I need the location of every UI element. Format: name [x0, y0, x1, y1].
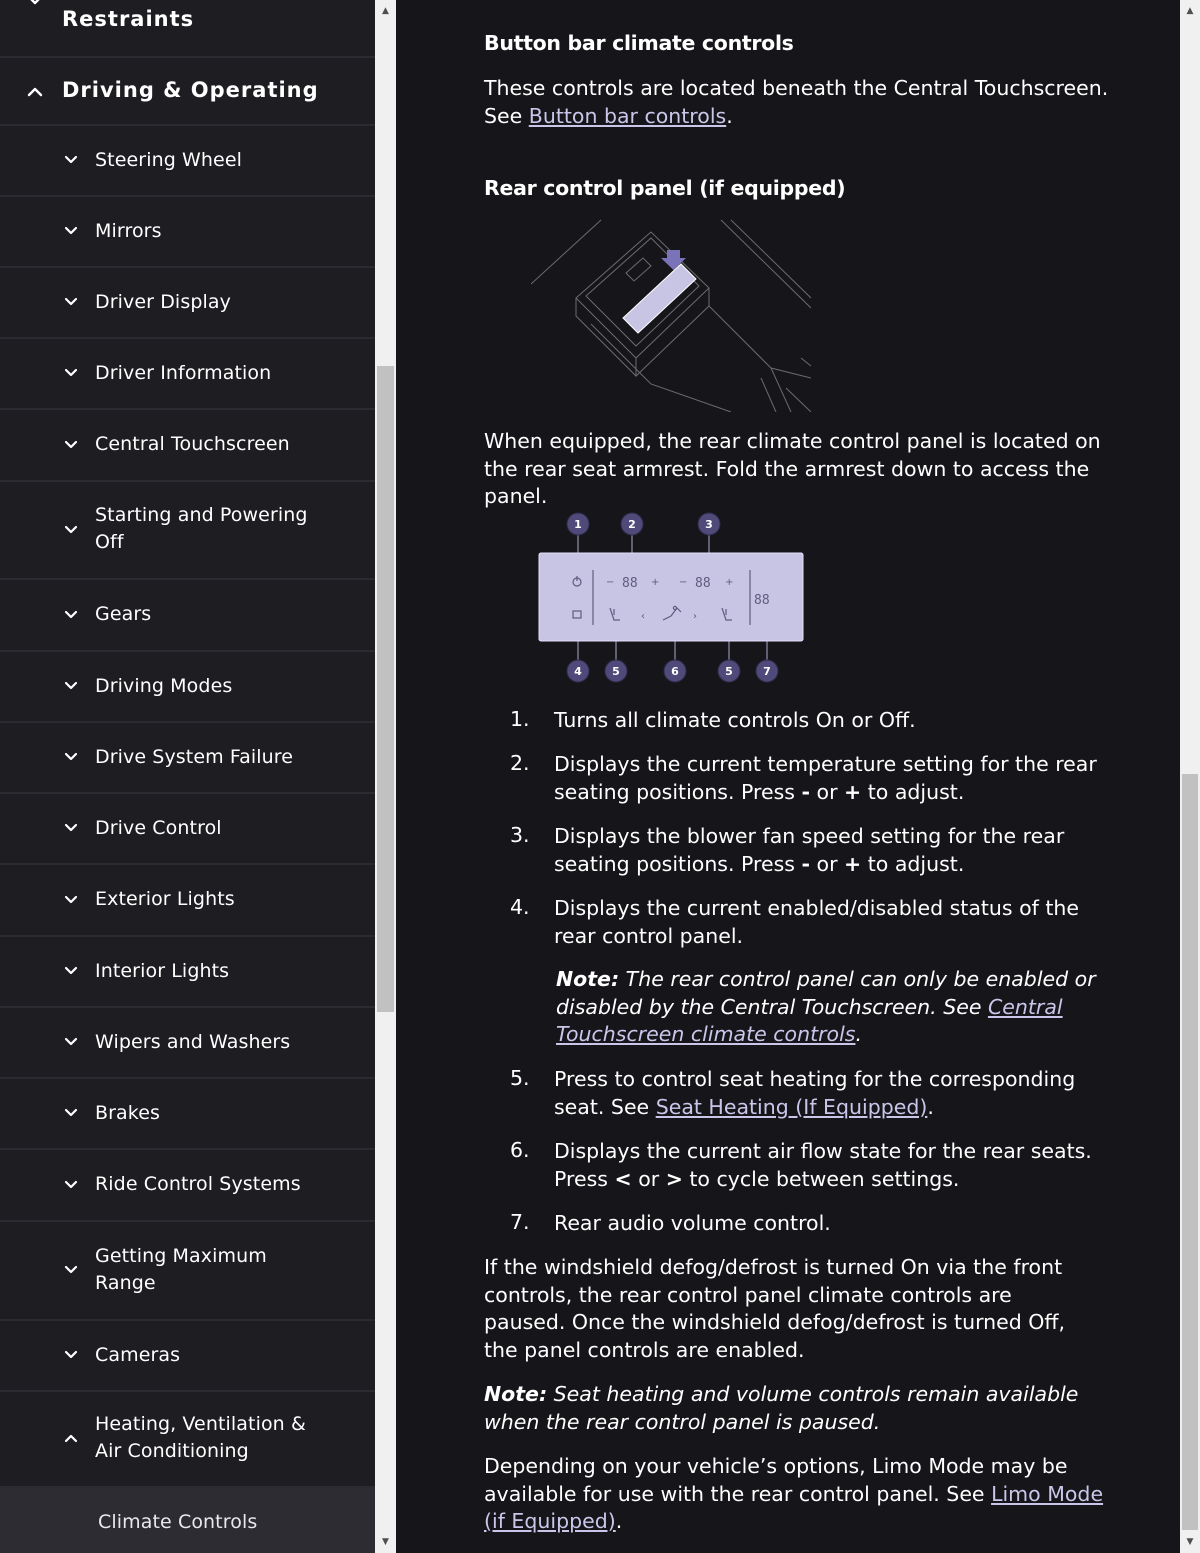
badge-4: 4: [574, 665, 582, 678]
sidebar-item-getting-maximum-range[interactable]: [0, 1222, 375, 1321]
sidebar-item-wipers-and-washers[interactable]: [0, 1008, 375, 1079]
list-item: Rear audio volume control.: [554, 1211, 831, 1235]
list-item-number: 7.: [510, 1210, 530, 1234]
sidebar-item-ride-control-systems[interactable]: [0, 1150, 375, 1222]
scroll-down-arrow-icon[interactable]: ▼: [1186, 1537, 1194, 1547]
chevron-down-icon: [25, 0, 45, 10]
sidebar-item-mirrors[interactable]: [0, 197, 375, 268]
paragraph-defrost: If the windshield defog/defrost is turned On via the front controls, the rear control panel climate controls are paused. Once the windshield defog/defrost is turned Off, the panel controls are enabled.: [484, 1255, 1066, 1362]
link-limo-mode[interactable]: Limo Mode (if Equipped): [484, 1481, 1104, 1533]
chevron-down-icon: [61, 363, 81, 383]
sidebar-item-cameras[interactable]: [0, 1321, 375, 1392]
badge-2: 2: [628, 518, 636, 531]
sidebar-item-label: Driver Display: [95, 290, 231, 313]
armrest-illustration: [531, 218, 811, 412]
scroll-up-arrow-icon[interactable]: ▲: [1186, 6, 1194, 16]
chevron-down-icon: [61, 221, 81, 241]
chevron-down-icon: [61, 1174, 81, 1194]
note-rear-panel: Note: The rear control panel can only be enabled or disabled by the Central Touchscreen. See Central Touchscreen climate controls.: [556, 967, 1096, 1046]
sidebar-section-label: Driving & Operating: [62, 78, 319, 102]
sidebar-item-label: Central Touchscreen: [95, 433, 290, 455]
sidebar-section-driving-operating[interactable]: [0, 58, 375, 126]
article-content: [396, 0, 1180, 1553]
chevron-down-icon: [61, 1345, 81, 1365]
paragraph-button-bar: These controls are located beneath the Central Touchscreen. See Button bar controls.: [484, 76, 1109, 128]
sidebar-item-label: Mirrors: [95, 219, 162, 242]
sidebar-item-label: Driving Modes: [95, 674, 233, 697]
chevron-down-icon: [61, 676, 81, 696]
link-central-touchscreen-climate[interactable]: Central Touchscreen climate controls: [556, 994, 1063, 1046]
chevron-up-icon: [25, 82, 45, 102]
sidebar-item-interior-lights[interactable]: [0, 937, 375, 1008]
sidebar-item-label: Driver Information: [95, 361, 272, 384]
heading-button-bar-climate: Button bar climate controls: [484, 31, 794, 55]
list-item-number: 6.: [510, 1138, 530, 1162]
list-item: Displays the current air flow state for the rear seats. Press < or > to cycle between settings.: [554, 1139, 1092, 1191]
sidebar-item-label: Brakes: [95, 1101, 161, 1124]
badge-6: 6: [671, 665, 679, 678]
sidebar-item-driving-modes[interactable]: [0, 652, 375, 723]
volume-display: 88: [754, 593, 770, 608]
sidebar-item-drive-control[interactable]: [0, 794, 375, 865]
sidebar-nav: [0, 0, 375, 1553]
sidebar-item-brakes[interactable]: [0, 1079, 375, 1150]
sidebar-item-label: Gears: [95, 603, 152, 625]
chevron-down-icon: [61, 889, 81, 909]
sidebar-item-label: Getting Maximum Range: [95, 1244, 267, 1294]
sidebar-item-central-touchscreen[interactable]: [0, 410, 375, 482]
scroll-down-arrow-icon[interactable]: ▼: [382, 1537, 389, 1547]
sidebar-subitem-label: Climate Controls: [98, 1511, 258, 1533]
list-item: Displays the current temperature setting for the rear seating positions. Press - or + to adjust.: [554, 752, 1097, 804]
sidebar-item-label: Exterior Lights: [95, 888, 235, 910]
svg-text:−: −: [679, 577, 688, 588]
sidebar-item-label: Drive System Failure: [95, 745, 294, 768]
chevron-down-icon: [61, 604, 81, 624]
sidebar-item-restraints[interactable]: [0, 0, 375, 58]
sidebar-item-label: Steering Wheel: [95, 148, 243, 171]
list-item: Turns all climate controls On or Off.: [554, 708, 916, 732]
svg-text:+: +: [651, 577, 660, 588]
chevron-down-icon: [61, 434, 81, 454]
sidebar-item-drive-system-failure[interactable]: [0, 723, 375, 794]
list-item-number: 1.: [510, 707, 530, 731]
content-scroll-thumb[interactable]: [1182, 774, 1198, 1530]
sidebar-subitem-climate-controls[interactable]: [0, 1488, 375, 1553]
sidebar-item-steering-wheel[interactable]: [0, 126, 375, 197]
chevron-down-icon: [61, 150, 81, 170]
list-item-number: 4.: [510, 895, 530, 919]
svg-text:+: +: [725, 577, 734, 588]
list-item: Press to control seat heating for the corresponding seat. See Seat Heating (If Equipped).: [554, 1067, 1076, 1119]
badge-7: 7: [763, 665, 771, 678]
sidebar-item-label: Wipers and Washers: [95, 1030, 291, 1053]
sidebar-item-label: Interior Lights: [95, 959, 230, 982]
content-scrollbar[interactable]: [1180, 0, 1200, 1553]
badge-5-right: 5: [725, 665, 733, 678]
chevron-down-icon: [61, 1032, 81, 1052]
sidebar-item-driver-display[interactable]: [0, 268, 375, 339]
sidebar-item-label: Ride Control Systems: [95, 1173, 301, 1195]
chevron-down-icon: [61, 519, 81, 539]
badge-3: 3: [705, 518, 713, 531]
sidebar-scrollbar[interactable]: [375, 0, 396, 1553]
paragraph-rear-panel-location: When equipped, the rear climate control panel is located on the rear seat armrest. Fold the armrest down to access the panel.: [484, 429, 1101, 508]
svg-text:‹: ‹: [641, 611, 645, 622]
list-item-number: 5.: [510, 1066, 530, 1090]
sidebar-item-label: Drive Control: [95, 816, 222, 839]
scroll-up-arrow-icon[interactable]: ▲: [382, 6, 389, 16]
badge-1: 1: [574, 518, 582, 531]
sidebar-scroll-thumb[interactable]: [377, 366, 394, 1012]
sidebar-item-label: Restraints: [62, 7, 195, 31]
svg-text:›: ›: [693, 611, 697, 622]
rear-control-panel-diagram: [536, 510, 806, 686]
sidebar-item-gears[interactable]: [0, 580, 375, 652]
sidebar-item-starting-and-powering-off[interactable]: [0, 482, 375, 580]
sidebar-item-driver-information[interactable]: [0, 339, 375, 410]
chevron-up-icon: [61, 1428, 81, 1448]
sidebar-item-exterior-lights[interactable]: [0, 865, 375, 937]
note-seat-heating: Note: Seat heating and volume controls remain available when the rear control panel is paused.: [484, 1382, 1079, 1434]
sidebar-item-label: Cameras: [95, 1343, 181, 1366]
chevron-down-icon: [61, 1260, 81, 1280]
paragraph-limo-mode: Depending on your vehicle’s options, Limo Mode may be available for use with the rear control panel. See Limo Mode (if Equipped).: [484, 1454, 1104, 1533]
fan-display: 88: [695, 576, 711, 591]
heading-rear-control-panel: Rear control panel (if equipped): [484, 176, 846, 200]
sidebar-item-heating-ventilation-air-conditioning[interactable]: [0, 1392, 375, 1488]
list-item-number: 3.: [510, 823, 530, 847]
list-item: Displays the current enabled/disabled status of the rear control panel.: [554, 896, 1080, 948]
link-seat-heating[interactable]: Seat Heating (If Equipped): [655, 1094, 928, 1119]
list-item: Displays the blower fan speed setting for the rear seating positions. Press - or + to adjust.: [554, 824, 1065, 876]
sidebar-item-label: Starting and Powering Off: [95, 504, 308, 553]
chevron-down-icon: [61, 747, 81, 767]
list-item-number: 2.: [510, 751, 530, 775]
chevron-down-icon: [61, 818, 81, 838]
badge-5-left: 5: [612, 665, 620, 678]
sidebar-item-label: Heating, Ventilation & Air Conditioning: [95, 1413, 306, 1462]
chevron-down-icon: [61, 1103, 81, 1123]
svg-text:−: −: [606, 577, 615, 588]
temp-display: 88: [622, 576, 638, 591]
chevron-down-icon: [61, 961, 81, 981]
link-button-bar-controls[interactable]: Button bar controls: [528, 103, 727, 128]
chevron-down-icon: [61, 292, 81, 312]
